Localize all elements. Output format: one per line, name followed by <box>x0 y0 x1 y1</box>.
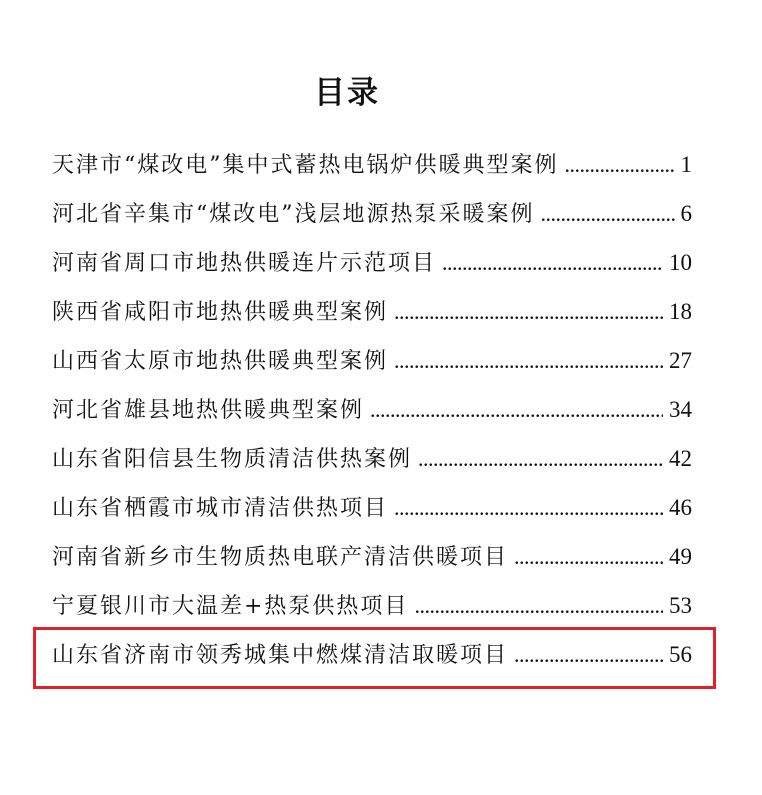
toc-entry[interactable] <box>52 148 692 197</box>
toc-entry[interactable] <box>52 393 692 442</box>
toc-entry[interactable] <box>52 442 692 491</box>
page-title: 目录 <box>314 74 380 111</box>
toc-entry[interactable] <box>52 344 692 393</box>
toc-entry-title: 河北省雄县地热供暖典型案例 <box>52 398 365 423</box>
toc-entry-title: 河南省新乡市生物质热电联产清洁供暖项目 <box>52 545 509 570</box>
dot-leader <box>394 495 663 521</box>
dot-leader <box>541 201 675 227</box>
toc-entry[interactable] <box>52 197 692 246</box>
toc-entry-title: 河北省辛集市“煤改电”浅层地源热泵采暖案例 <box>52 202 535 227</box>
toc-entry-title: 陕西省咸阳市地热供暖典型案例 <box>52 300 389 325</box>
dot-leader <box>414 593 663 619</box>
toc-entry-title: 宁夏银川市大温差+热泵供热项目 <box>52 594 409 619</box>
toc-entry-title: 山西省太原市地热供暖典型案例 <box>52 349 389 374</box>
dot-leader <box>370 397 663 423</box>
toc-entry-page: 49 <box>669 544 692 569</box>
dot-leader <box>394 299 663 325</box>
toc-entry[interactable] <box>52 540 692 589</box>
toc-entry-page: 42 <box>669 446 692 471</box>
toc-entry-page: 6 <box>680 201 692 226</box>
dot-leader <box>418 446 663 472</box>
toc-entry-page: 27 <box>669 348 692 373</box>
toc-entry-page: 10 <box>669 250 692 275</box>
toc-entry-title: 山东省阳信县生物质清洁供热案例 <box>52 447 413 472</box>
dot-leader <box>442 250 663 276</box>
toc-entry-title: 天津市“煤改电”集中式蓄热电锅炉供暖典型案例 <box>52 153 559 178</box>
toc-entry-page: 46 <box>669 495 692 520</box>
toc-entry-page: 56 <box>669 642 692 667</box>
toc-entry[interactable] <box>52 295 692 344</box>
toc-entry-title: 河南省周口市地热供暖连片示范项目 <box>52 251 437 276</box>
highlight-box <box>33 627 716 689</box>
dot-leader <box>565 152 675 178</box>
toc-entry-title: 山东省济南市领秀城集中燃煤清洁取暖项目 <box>52 643 509 668</box>
toc-entry-page: 1 <box>680 152 692 177</box>
toc-entry[interactable] <box>52 246 692 295</box>
dot-leader <box>514 544 663 570</box>
toc-entry-page: 34 <box>669 397 692 422</box>
toc-entry-page: 18 <box>669 299 692 324</box>
toc-entry[interactable] <box>52 491 692 540</box>
toc-entry-page: 53 <box>669 593 692 618</box>
dot-leader <box>394 348 663 374</box>
toc-entry-title: 山东省栖霞市城市清洁供热项目 <box>52 496 389 521</box>
table-of-contents <box>52 148 692 687</box>
